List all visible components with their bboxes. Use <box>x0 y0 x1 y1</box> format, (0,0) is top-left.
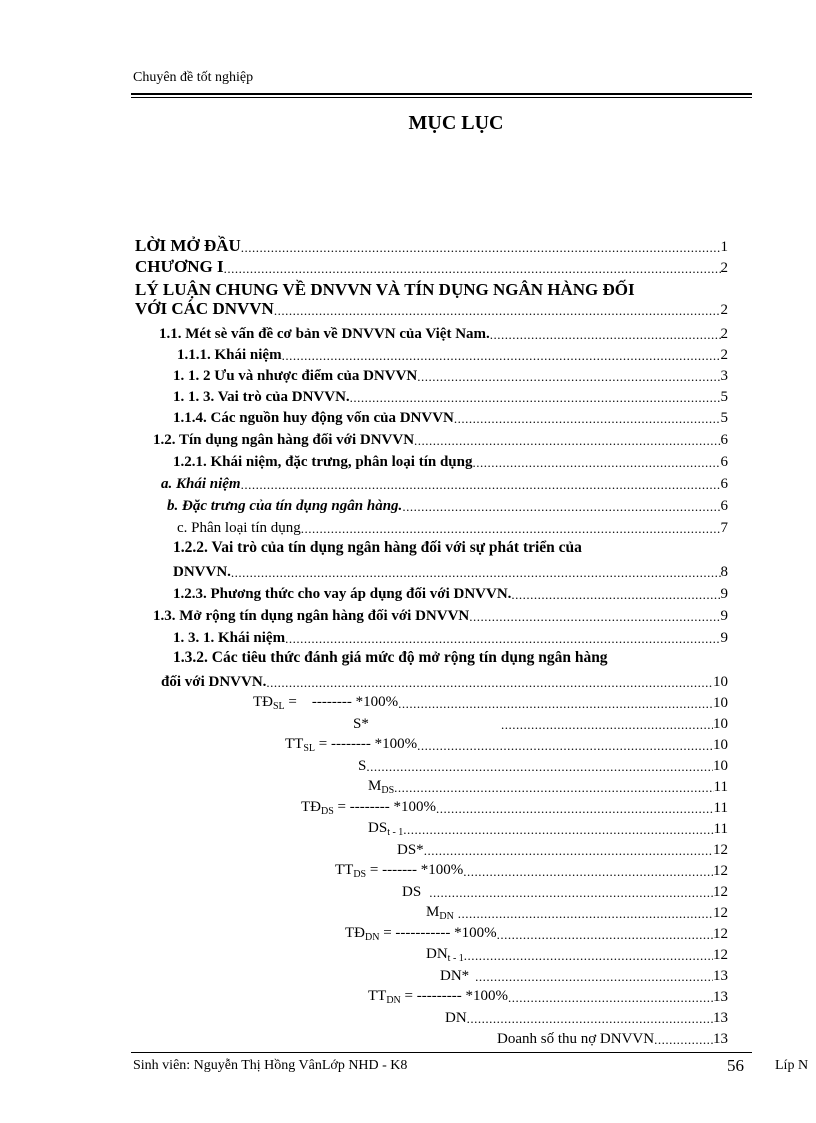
toc-formula-tt-ds[interactable] <box>335 860 728 880</box>
toc-entry-page: 13 <box>713 989 728 1005</box>
toc-entry-text: CHƯƠNG I <box>135 257 224 276</box>
toc-entry-page: 11 <box>713 779 728 795</box>
toc-entry-text: LỜI MỞ ĐẦU <box>135 236 241 255</box>
toc-entry-1-2-3[interactable] <box>173 583 728 603</box>
formula-main: TT <box>285 736 304 752</box>
formula-sub: DN <box>439 911 454 922</box>
toc-entry-page: 6 <box>720 454 728 470</box>
toc-entry-page: 7 <box>720 520 728 536</box>
formula-main: M <box>368 778 382 794</box>
formula-sub: SL <box>273 701 285 712</box>
formula-rest: = -------- *100% <box>284 694 399 710</box>
toc-entry-page: 12 <box>713 863 728 879</box>
toc-entry-1-3[interactable] <box>153 605 728 625</box>
toc-entry-page: 9 <box>720 608 728 624</box>
formula-sub: t - 1 <box>387 827 404 838</box>
formula-main: TĐ <box>345 925 365 941</box>
toc-entry-1-2-2[interactable]: 1.2.2. Vai trò của tín dụng ngân hàng đối với sự phát triển của <box>173 539 582 556</box>
toc-entry-1-2-2-cont[interactable] <box>173 561 728 581</box>
toc-formula-dn-t1[interactable] <box>426 944 728 964</box>
toc-entry-text: a. Khái niệm <box>161 476 241 492</box>
header-title: Chuyên đề tốt nghiệp <box>133 70 254 85</box>
toc-entry-text: 1.2. Tín dụng ngân hàng đối với DNVVN <box>153 432 415 448</box>
formula-main: TĐ <box>253 694 273 710</box>
toc-entry-page: 2 <box>720 260 728 276</box>
formula-main: DN <box>445 1010 467 1026</box>
toc-entry-page: 13 <box>713 968 728 984</box>
toc-entry-text: 1. 1. 2 Ưu và nhược điểm của DNVVN <box>173 368 418 384</box>
toc-entry-page: 1 <box>720 239 728 255</box>
toc-entry-1-1-2[interactable] <box>173 365 728 385</box>
formula-main: DS* <box>397 842 424 858</box>
toc-entry-text: DNVVN. <box>173 564 231 580</box>
toc-entry-text: 1.1.1. Khái niệm <box>177 347 282 363</box>
formula-main: TT <box>368 988 387 1004</box>
formula-sub: DS <box>381 785 395 796</box>
toc-entry-text: 1. 3. 1. Khái niệm <box>173 630 286 646</box>
toc-formula-ds[interactable] <box>402 881 728 901</box>
toc-entry-text: VỚI CÁC DNVVN <box>135 299 274 318</box>
toc-entry-page: 2 <box>720 347 728 363</box>
toc-entry-page: 9 <box>720 586 728 602</box>
toc-entry-page: 10 <box>713 674 728 690</box>
toc-entry-text: 1.3. Mở rộng tín dụng ngân hàng đối với DNVVN <box>153 608 470 624</box>
toc-formula-tt-dn[interactable] <box>368 986 728 1006</box>
toc-entry-page: 12 <box>713 926 728 942</box>
page-title: MỤC LỤC <box>408 112 504 134</box>
toc-entry-text: b. Đặc trưng của tín dụng ngân hàng. <box>167 498 403 514</box>
formula-main: TĐ <box>301 799 321 815</box>
toc-formula-tt-sl[interactable] <box>285 734 728 754</box>
formula-sub: DN <box>386 995 401 1006</box>
toc-formula-td-ds[interactable] <box>301 797 728 817</box>
footer-student-info: Sinh viên: Nguyễn Thị Hồng VânLớp NHD - K8 <box>133 1058 408 1073</box>
formula-rest: = ------- *100% <box>366 862 464 878</box>
toc-entry-ly-luan-chung-cont[interactable] <box>135 299 728 319</box>
toc-entry-1-2[interactable] <box>153 429 728 449</box>
toc-entry-c-phan-loai[interactable] <box>177 517 728 537</box>
toc-formula-m-dn[interactable] <box>426 902 728 922</box>
formula-main: S <box>358 758 367 774</box>
toc-entry-text: Doanh số thu nợ DNVVN <box>497 1031 655 1047</box>
footer-class-label: Líp N <box>775 1058 809 1073</box>
toc-formula-dn[interactable] <box>445 1007 728 1027</box>
formula-sub: t - 1 <box>447 953 464 964</box>
toc-entry-page: 6 <box>720 498 728 514</box>
toc-entry-b-dac-trung[interactable] <box>167 495 728 515</box>
formula-sub: DS <box>353 869 367 880</box>
toc-entry-page: 13 <box>713 1010 728 1026</box>
toc-formula-td-sl[interactable] <box>253 692 728 712</box>
toc-entry-chuong-1[interactable] <box>135 257 728 277</box>
formula-sub: DN <box>365 932 380 943</box>
header-rule-thin <box>131 97 752 98</box>
formula-main: DS <box>368 820 388 836</box>
toc-entry-ly-luan-chung[interactable]: LÝ LUẬN CHUNG VỀ DNVVN VÀ TÍN DỤNG NGÂN HÀNG ĐỐI <box>135 280 635 299</box>
toc-entry-1-1-3[interactable] <box>173 386 728 406</box>
toc-entry-1-3-2-cont[interactable] <box>161 671 728 691</box>
toc-entry-page: 10 <box>713 695 728 711</box>
footer-page-number: 56 <box>727 1056 744 1075</box>
header-rule <box>131 93 752 95</box>
toc-entry-page: 11 <box>713 800 728 816</box>
formula-sub: SL <box>303 743 315 754</box>
toc-entry-page: 5 <box>720 410 728 426</box>
toc-entry-1-2-1[interactable] <box>173 451 728 471</box>
toc-entry-1-3-2[interactable]: 1.3.2. Các tiêu thức đánh giá mức độ mở rộng tín dụng ngân hàng <box>173 649 608 666</box>
footer-rule <box>131 1052 752 1053</box>
toc-formula-ds-star[interactable] <box>397 839 728 859</box>
toc-entry-page: 12 <box>713 947 728 963</box>
toc-entry-page: 11 <box>713 821 728 837</box>
toc-entry-text: 1.2.3. Phương thức cho vay áp dụng đối với DNVVN. <box>173 586 512 602</box>
toc-entry-page: 13 <box>713 1031 728 1047</box>
toc-formula-s-star[interactable] <box>353 713 728 733</box>
toc-entry-page: 2 <box>720 302 728 318</box>
formula-main: M <box>426 904 440 920</box>
toc-entry-page: 10 <box>713 758 728 774</box>
toc-formula-s[interactable] <box>358 755 728 775</box>
toc-entry-doanh-so-thu-no[interactable] <box>497 1028 728 1048</box>
toc-entry-text: 1.1. Mét sè vấn đề cơ bản về DNVVN của Việt Nam. <box>159 326 490 342</box>
toc-entry-page: 9 <box>720 630 728 646</box>
toc-entry-page: 12 <box>713 905 728 921</box>
toc-entry-text: c. Phân loại tín dụng <box>177 520 301 536</box>
toc-entry-page: 3 <box>720 368 728 384</box>
formula-main: DS <box>402 884 422 900</box>
toc-entry-text: 1. 1. 3. Vai trò của DNVVN. <box>173 389 350 405</box>
formula-main: S* <box>353 716 369 732</box>
toc-entry-page: 10 <box>713 716 728 732</box>
toc-entry-page: 6 <box>720 476 728 492</box>
toc-entry-1-3-1[interactable] <box>173 627 728 647</box>
toc-entry-page: 8 <box>720 564 728 580</box>
formula-rest: = -------- *100% <box>315 736 418 752</box>
toc-formula-m-ds[interactable] <box>368 776 728 796</box>
toc-entry-1-1-1[interactable] <box>177 344 728 364</box>
toc-entry-1-1[interactable] <box>159 323 728 343</box>
toc-entry-1-1-4[interactable] <box>173 407 728 427</box>
toc-formula-td-dn[interactable] <box>345 923 728 943</box>
toc-entry-a-khai-niem[interactable] <box>161 473 728 493</box>
toc-entry-page: 12 <box>713 884 728 900</box>
formula-rest: = -------- *100% <box>333 799 436 815</box>
toc-formula-dn-star[interactable] <box>440 965 728 985</box>
toc-entry-page: 6 <box>720 432 728 448</box>
toc-entry-page: 5 <box>720 389 728 405</box>
toc-entry-page: 12 <box>713 842 728 858</box>
toc-entry-loi-mo-dau[interactable] <box>135 236 728 256</box>
toc-entry-text: 1.1.4. Các nguồn huy động vốn của DNVVN <box>173 410 454 426</box>
formula-rest: = --------- *100% <box>400 988 508 1004</box>
formula-main: DN* <box>440 968 470 984</box>
formula-main: DN <box>426 946 448 962</box>
toc-entry-text: 1.2.1. Khái niệm, đặc trưng, phân loại tín dụng <box>173 454 473 470</box>
toc-entry-page: 2 <box>720 326 728 342</box>
formula-sub: DS <box>321 806 334 817</box>
formula-main: TT <box>335 862 354 878</box>
formula-rest: = ----------- *100% <box>379 925 497 941</box>
toc-formula-ds-t1[interactable] <box>368 818 728 838</box>
toc-entry-text: đối với DNVVN. <box>161 674 267 690</box>
toc-entry-page: 10 <box>713 737 728 753</box>
